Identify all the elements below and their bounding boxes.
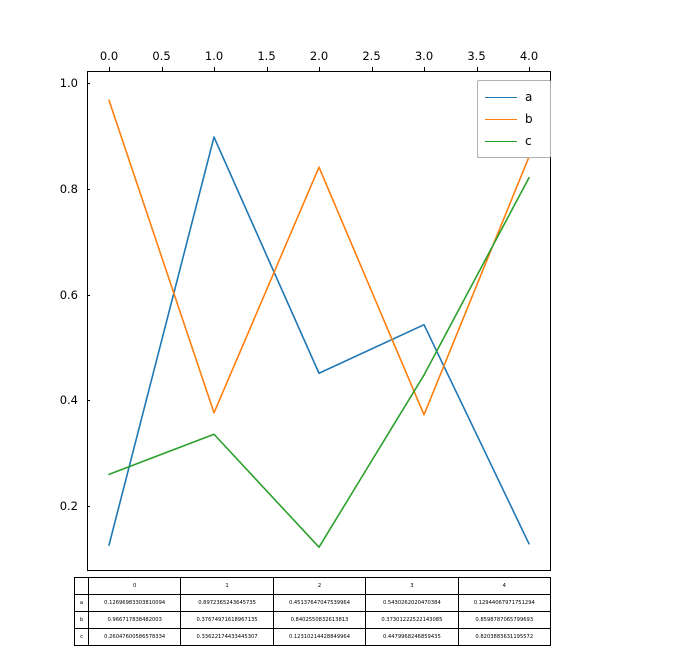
table-body: [75, 595, 551, 646]
x-tick-mark: [214, 67, 215, 71]
x-tick-mark: [319, 67, 320, 71]
legend-line-icon: [485, 141, 517, 142]
table-cell: 0.37301222522143085: [366, 612, 458, 629]
legend-line-icon: [485, 97, 517, 98]
legend-label: c: [525, 134, 532, 148]
table-cell: 0.37674971618967135: [181, 612, 273, 629]
table-row-header: c: [75, 629, 89, 646]
y-tick-label: 0.2: [59, 499, 78, 514]
table-row-header: a: [75, 595, 89, 612]
table-cell: 0.8203883631195572: [458, 629, 550, 646]
y-tick-mark: [87, 83, 91, 84]
table-row: [75, 612, 551, 629]
table-column-header: 1: [181, 578, 273, 595]
table-cell: 0.8972365243645735: [181, 595, 273, 612]
y-tick-mark: [87, 295, 91, 296]
y-tick-mark: [87, 400, 91, 401]
data-table: [74, 577, 551, 646]
y-tick-label: 0.6: [59, 287, 78, 302]
table-cell: 0.8598787065799693: [458, 612, 550, 629]
x-tick-label: 2.0: [309, 49, 329, 63]
table-header-row: [75, 578, 551, 595]
table-cell: 0.12696983303810094: [89, 595, 181, 612]
table-cell: 0.26047600586578334: [89, 629, 181, 646]
x-tick-label: 4.0: [519, 49, 539, 63]
table-cell: 0.966717838482003: [89, 612, 181, 629]
table-cell: 0.5430262020470384: [366, 595, 458, 612]
x-tick-mark: [372, 67, 373, 71]
y-tick-label: 0.8: [59, 181, 78, 196]
x-tick-label: 1.5: [257, 49, 276, 63]
table-row-header: b: [75, 612, 89, 629]
table-column-header: 4: [458, 578, 550, 595]
y-tick-label: 0.4: [59, 393, 78, 408]
table-cell: 0.12944067971751294: [458, 595, 550, 612]
legend-label: b: [525, 112, 533, 126]
table-column-header: 2: [273, 578, 365, 595]
table-cell: 0.33622174433445307: [181, 629, 273, 646]
table-cell: 0.8402550832613813: [273, 612, 365, 629]
table-row: [75, 629, 551, 646]
legend-line-icon: [485, 119, 517, 120]
x-tick-label: 3.0: [414, 49, 434, 63]
legend-entry: [485, 108, 543, 130]
legend-entry: [485, 130, 543, 152]
x-tick-label: 0.0: [99, 49, 119, 63]
y-tick-label: 1.0: [59, 75, 78, 90]
x-tick-label: 0.5: [152, 49, 171, 63]
x-tick-mark: [529, 67, 530, 71]
line-series-b: [109, 100, 529, 415]
legend: [477, 80, 551, 158]
table-corner-cell: [75, 578, 89, 595]
table-cell: 0.45137647047539964: [273, 595, 365, 612]
x-tick-mark: [424, 67, 425, 71]
y-tick-mark: [87, 189, 91, 190]
x-tick-label: 3.5: [467, 49, 486, 63]
y-tick-mark: [87, 506, 91, 507]
x-tick-label: 2.5: [362, 49, 381, 63]
legend-entry: [485, 86, 543, 108]
legend-label: a: [525, 90, 533, 104]
line-series-c: [109, 178, 529, 547]
x-tick-mark: [267, 67, 268, 71]
table-column-header: 0: [89, 578, 181, 595]
table-cell: 0.4479968246859435: [366, 629, 458, 646]
table-cell: 0.12310214428849964: [273, 629, 365, 646]
table-row: [75, 595, 551, 612]
table-column-header: 3: [366, 578, 458, 595]
x-tick-label: 1.0: [204, 49, 224, 63]
x-tick-mark: [162, 67, 163, 71]
line-series-a: [109, 137, 529, 545]
x-tick-mark: [109, 67, 110, 71]
x-tick-mark: [477, 67, 478, 71]
